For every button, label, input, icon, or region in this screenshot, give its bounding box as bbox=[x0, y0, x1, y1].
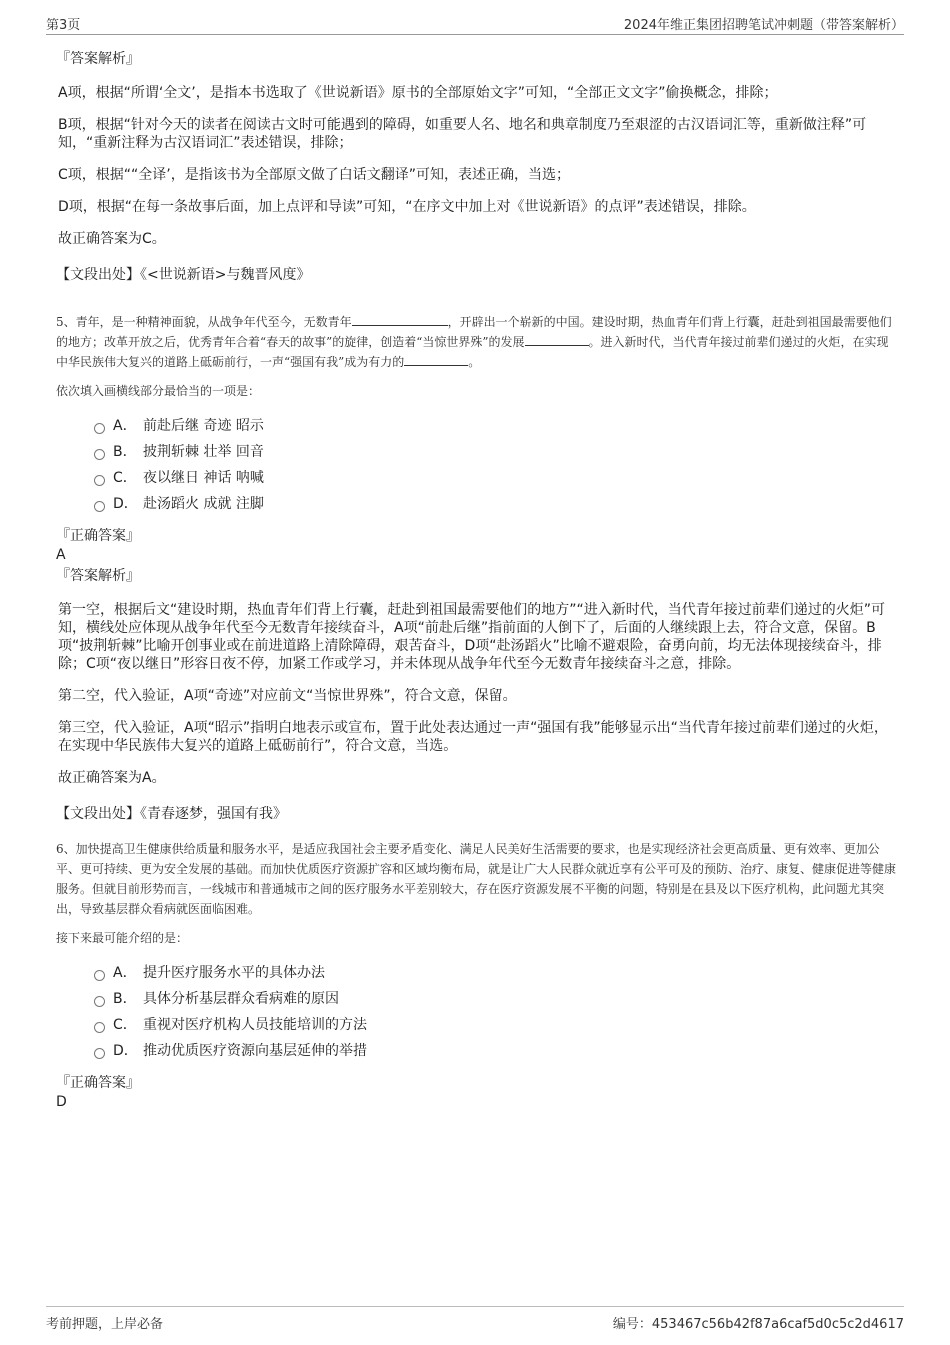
option-c[interactable]: C． 夜以继日 神话 呐喊 bbox=[94, 465, 900, 491]
option-d[interactable]: D． 推动优质医疗资源向基层延伸的举措 bbox=[94, 1038, 900, 1064]
radio-icon[interactable] bbox=[94, 423, 105, 434]
footer-slogan: 考前押题，上岸必备 bbox=[46, 1317, 164, 1332]
analysis-paragraph: B项，根据“针对今天的读者在阅读古文时可能遇到的障碍，如重要人名、地名和典章制度乃至艰涩的古汉语词汇等，重新做注释”可知，“重新注释为古汉语词汇”表述错误，排除； bbox=[58, 117, 867, 151]
option-a[interactable]: A． 前赴后继 奇迹 昭示 bbox=[94, 413, 900, 439]
analysis-paragraph: 第一空，根据后文“建设时期，热血青年们背上行囊，赶赴到祖国最需要他们的地方”“进入新时代，当代青年接过前辈们递过的火炬”可知，横线处应体现从战争年代至今无数青年接续奋斗，A项“前赴后继”指前面的人倒下了，后面的人继续跟上去，符合文意，保留。B项“披荆斩棘”比喻开创事业或在前进道路上清除障碍，艰苦奋斗，D项“赴汤蹈火”比喻不避艰险，奋勇向前，均无法体现接续奋斗，排除；C项“夜以继日”形容日夜不停，加紧工作或学习，并未体现从战争年代至今无数青年接续奋斗之意，排除。 bbox=[58, 602, 886, 672]
option-d[interactable]: D． 赴汤蹈火 成就 注脚 bbox=[94, 491, 900, 517]
option-list bbox=[94, 413, 900, 517]
source-label: 【文段出处】 bbox=[56, 267, 140, 283]
option-a[interactable]: A． 提升医疗服务水平的具体办法 bbox=[94, 960, 900, 986]
page-footer bbox=[46, 1306, 904, 1337]
radio-icon[interactable] bbox=[94, 449, 105, 460]
analysis-conclusion: 故正确答案为A。 bbox=[58, 770, 166, 786]
option-b[interactable]: B． 具体分析基层群众看病难的原因 bbox=[94, 986, 900, 1012]
analysis-paragraph: C项，根据““全译’，是指该书为全部原文做了白话文翻译”可知，表述正确，当选； bbox=[58, 167, 570, 183]
radio-icon[interactable] bbox=[94, 1048, 105, 1059]
analysis-paragraph: 第三空，代入验证，A项“昭示”指明白地表示或宣布，置于此处表达通过一声“强国有我”能够显示出“当代青年接过前辈们递过的火炬，在实现中华民族伟大复兴的道路上砥砺前行”，符合文意，当选。 bbox=[58, 720, 888, 754]
radio-icon[interactable] bbox=[94, 475, 105, 486]
analysis-tag: 『答案解析』 bbox=[56, 568, 140, 584]
question-5-text bbox=[56, 312, 900, 372]
fill-blank bbox=[404, 353, 468, 366]
analysis-tag: 『答案解析』 bbox=[56, 51, 140, 67]
page-header bbox=[46, 14, 904, 35]
answer-tag: 『正确答案』 bbox=[56, 528, 140, 544]
radio-icon[interactable] bbox=[94, 1022, 105, 1033]
question-6-text: 6、加快提高卫生健康供给质量和服务水平，是适应我国社会主要矛盾变化、满足人民美好生活需要的要求，也是实现经济社会更高质量、更有效率、更加公平、更可持续、更为安全发展的基础。而加快优质医疗资源扩容和区域均衡布局，就是让广大人民群众就近享有公平可及的预防、治疗、康复、健康促进等健康服务。但就目前形势而言，一线城市和普通城市之间的医疗服务水平差别较大，存在医疗资源发展不平衡的问题，特别是在县及以下医疗机构，此问题尤其突出，导致基层群众看病就医面临困难。 bbox=[56, 842, 897, 916]
document-title: 2024年维正集团招聘笔试冲刺题（带答案解析） bbox=[623, 18, 904, 33]
fill-blank bbox=[352, 313, 448, 326]
radio-icon[interactable] bbox=[94, 996, 105, 1007]
source-line bbox=[56, 803, 900, 823]
document-id: 编号：453467c56b42f87a6caf5d0c5c2d4617 bbox=[612, 1317, 904, 1332]
source-label: 【文段出处】 bbox=[56, 806, 140, 822]
page-content bbox=[56, 44, 900, 1110]
page-number: 第3页 bbox=[46, 18, 81, 33]
analysis-paragraph: A项，根据“所谓‘全文’，是指本书选取了《世说新语》原书的全部原始文字”可知，“全部正文文字”偷换概念，排除； bbox=[58, 85, 778, 101]
question-text-segment: 。进入新时代，当代青年接过前辈们递过的火炬，在实现中华民族伟大复兴的道路上砥砺前行，一声“强国有我”成为有力的 bbox=[56, 335, 889, 369]
analysis-paragraph: D项，根据“在每一条故事后面，加上点评和导读”可知，“在序文中加上对《世说新语》的点评”表述错误，排除。 bbox=[58, 199, 756, 215]
radio-icon[interactable] bbox=[94, 970, 105, 981]
correct-answer: A bbox=[56, 547, 66, 563]
answer-tag: 『正确答案』 bbox=[56, 1075, 140, 1091]
source-line bbox=[56, 264, 900, 284]
question-prompt: 依次填入画横线部分最恰当的一项是： bbox=[56, 384, 261, 398]
option-c[interactable]: C． 重视对医疗机构人员技能培训的方法 bbox=[94, 1012, 900, 1038]
fill-blank bbox=[525, 333, 589, 346]
source-title: 《<世说新语>与魏晋风度》 bbox=[140, 267, 311, 283]
question-text-segment: 5、青年，是一种精神面貌，从战争年代至今，无数青年 bbox=[56, 315, 352, 329]
radio-icon[interactable] bbox=[94, 501, 105, 512]
correct-answer: D bbox=[56, 1094, 67, 1110]
analysis-paragraph: 第二空，代入验证，A项“奇迹”对应前文“当惊世界殊”，符合文意，保留。 bbox=[58, 688, 517, 704]
analysis-conclusion: 故正确答案为C。 bbox=[58, 231, 166, 247]
question-text-segment: 。 bbox=[468, 355, 481, 369]
question-prompt: 接下来最可能介绍的是： bbox=[56, 931, 189, 945]
option-b[interactable]: B． 披荆斩棘 壮举 回音 bbox=[94, 439, 900, 465]
question-text-segment: ，开辟出一个崭新的中国。建设时期，热血青年们背上行囊，赶赴到祖国最需要他们的地方；改革开放之后，优秀青年合着“春天的故事”的旋律，创造着“当惊世界殊”的发展 bbox=[56, 315, 892, 349]
source-title: 《青春逐梦，强国有我》 bbox=[140, 806, 287, 822]
option-list bbox=[94, 960, 900, 1064]
